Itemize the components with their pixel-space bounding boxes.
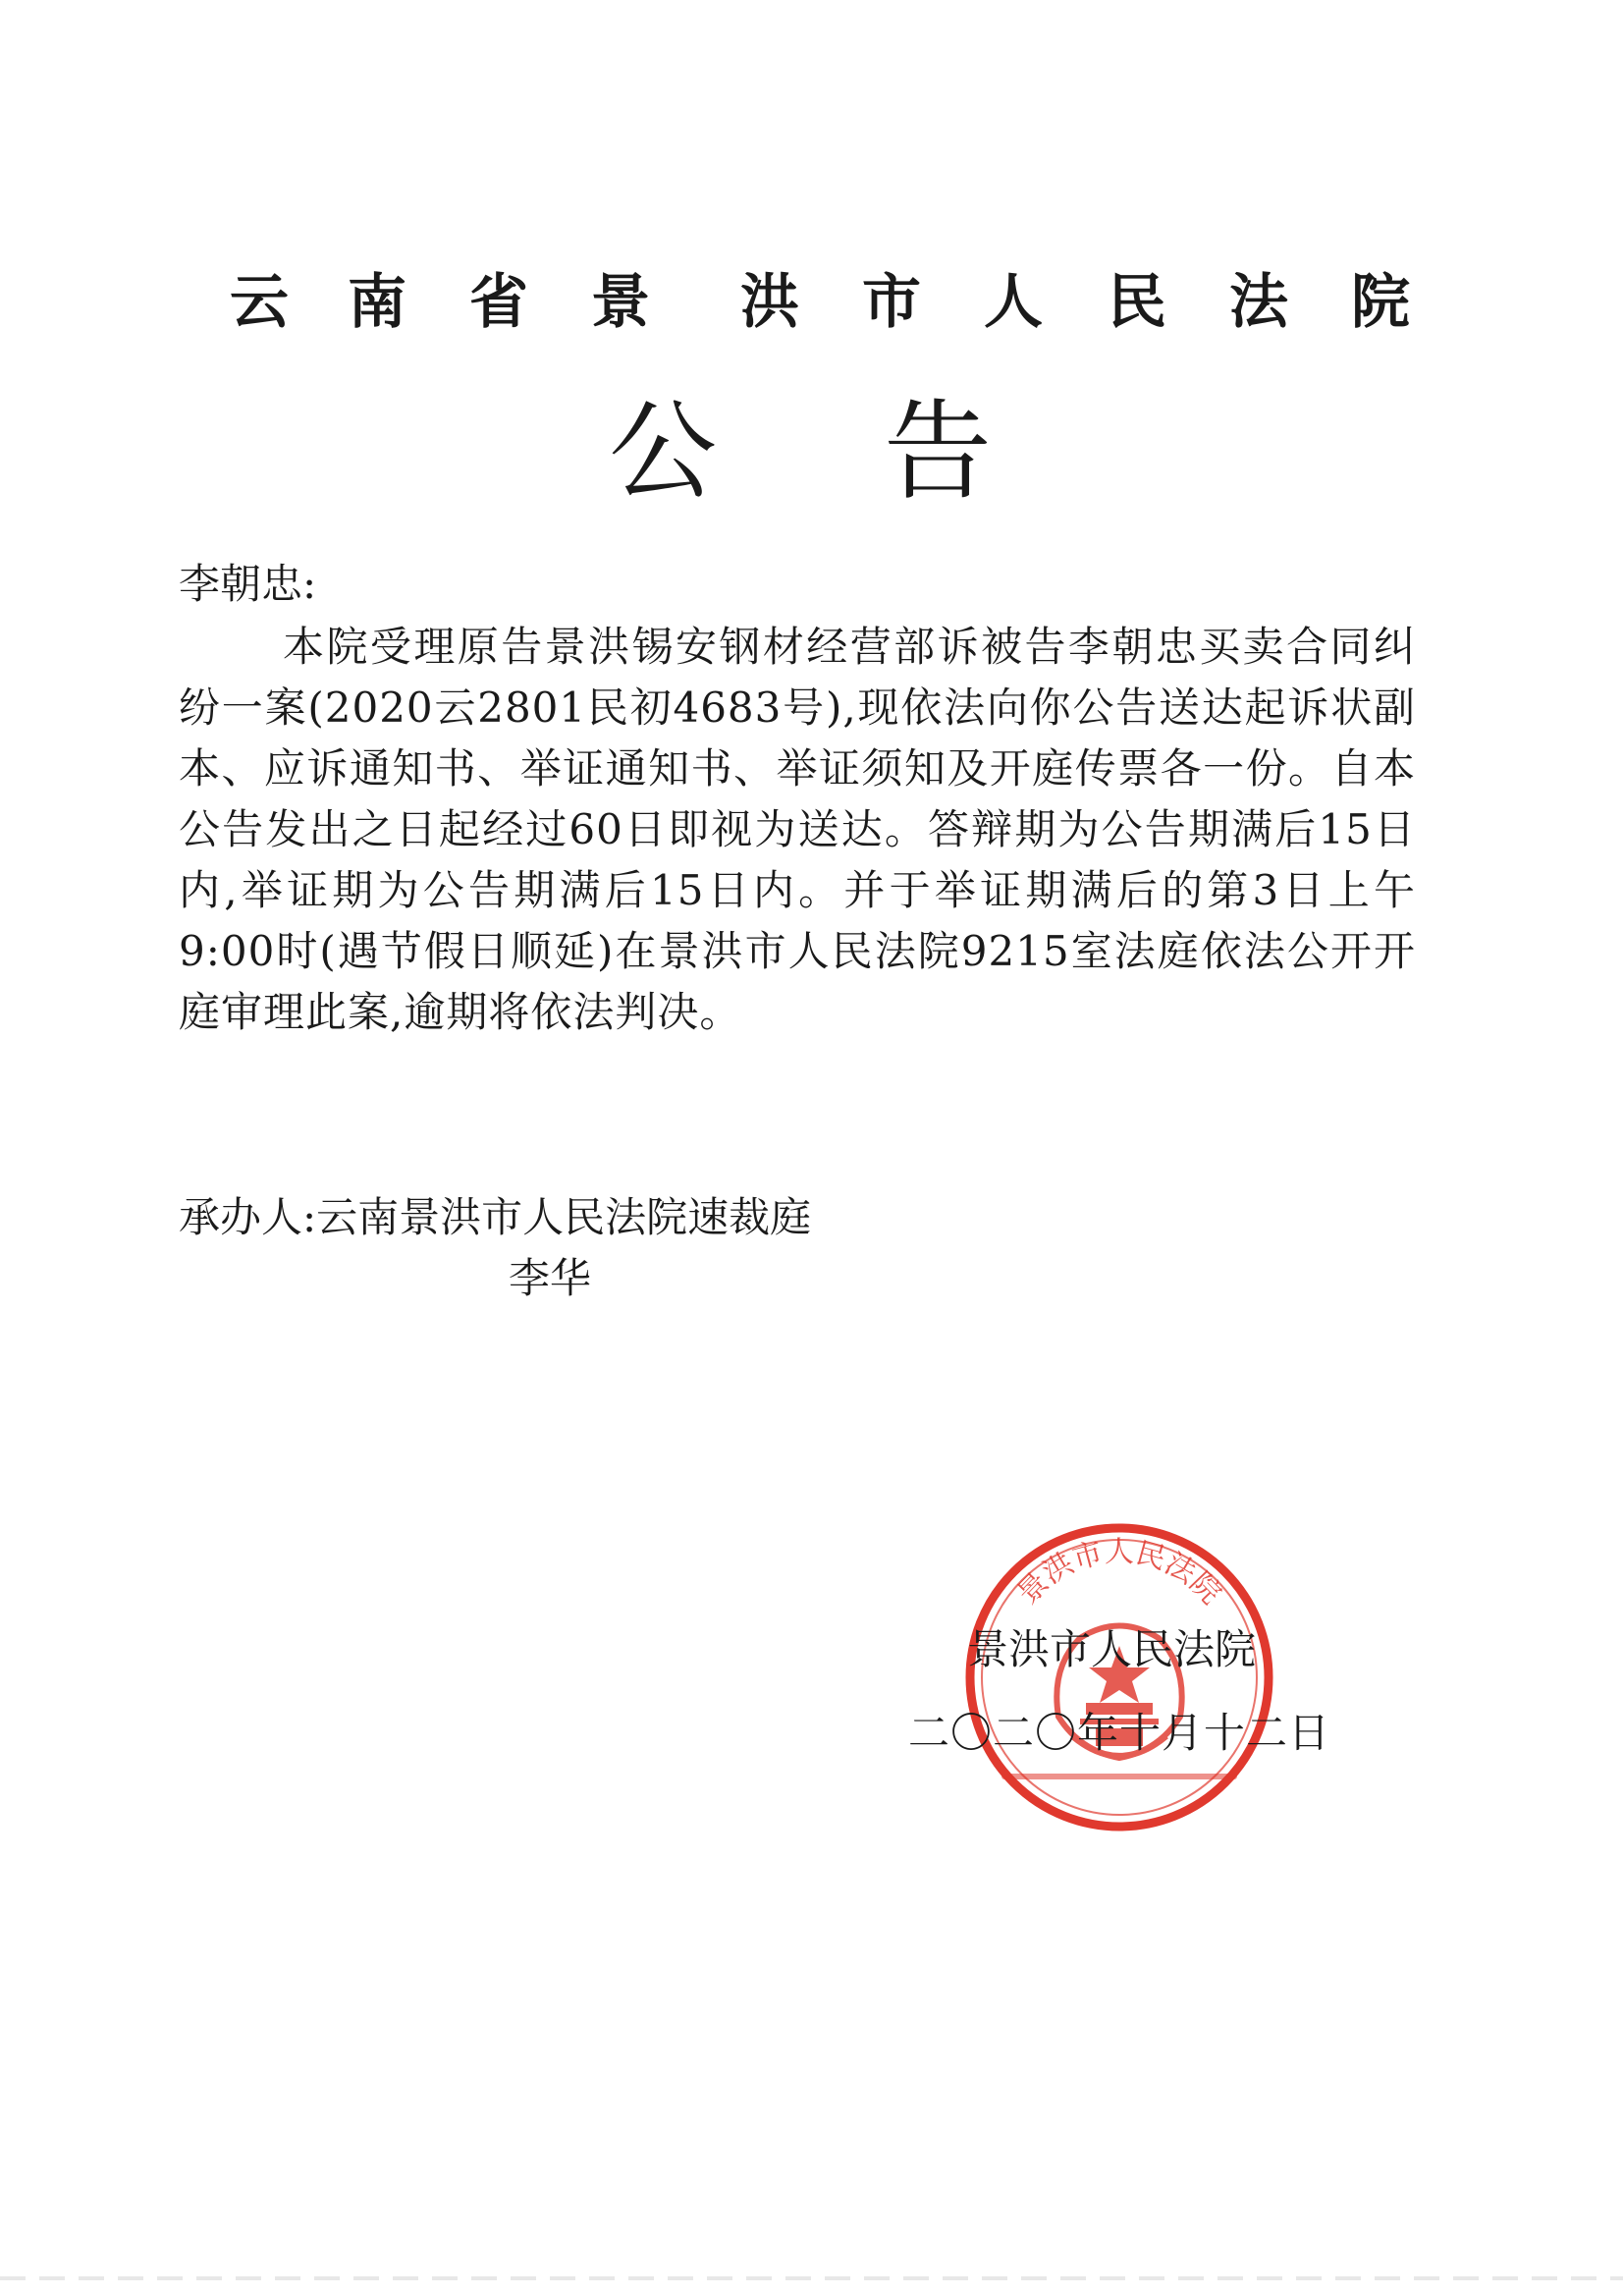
court-title-char: 人 <box>984 268 1043 337</box>
court-title-char: 景 <box>591 268 650 337</box>
court-title-char: 市 <box>862 268 921 337</box>
handler-name: 李华 <box>509 1254 592 1302</box>
signature-date: 二〇二〇年十月十二日 <box>908 1709 1331 1757</box>
seal-arc-text: 景洪市人民法院 <box>1010 1534 1228 1612</box>
notice-title <box>589 389 1139 515</box>
court-title-char: 洪 <box>740 268 799 337</box>
notice-body: 本院受理原告景洪锡安钢材经营部诉被告李朝忠买卖合同纠纷一案(2020云2801民初4683号),现依法向你公告送达起诉状副本、应诉通知书、举证通知书、举证须知及开庭传票各一份。自本公告发出之日起经过60日即视为送达。答辩期为公告期满后15日内,举证期为公告期满后15日内。并于举证期满后的第3日上午9:00时(遇节假日顺延)在景洪市人民法院9215室法庭依法公开开庭审理此案,逾期将依法判决。 <box>179 623 1416 1036</box>
signature-court: 景洪市人民法院 <box>967 1625 1257 1673</box>
court-title-char: 云 <box>230 268 289 337</box>
court-title-char: 民 <box>1108 268 1166 337</box>
notice-title-char: 公 <box>609 389 717 515</box>
seal-script-band <box>1001 1774 1237 1779</box>
court-title-char: 院 <box>1351 268 1410 337</box>
addressee: 李朝忠: <box>179 560 317 608</box>
scan-edge-artifact <box>0 2276 1623 2280</box>
notice-title-char: 告 <box>884 389 992 515</box>
court-title <box>216 263 1424 342</box>
court-title-char: 省 <box>469 268 528 337</box>
handler-line: 承办人:云南景洪市人民法院速裁庭 <box>179 1193 812 1241</box>
court-title-char: 法 <box>1229 268 1288 337</box>
court-title-char: 南 <box>348 268 406 337</box>
